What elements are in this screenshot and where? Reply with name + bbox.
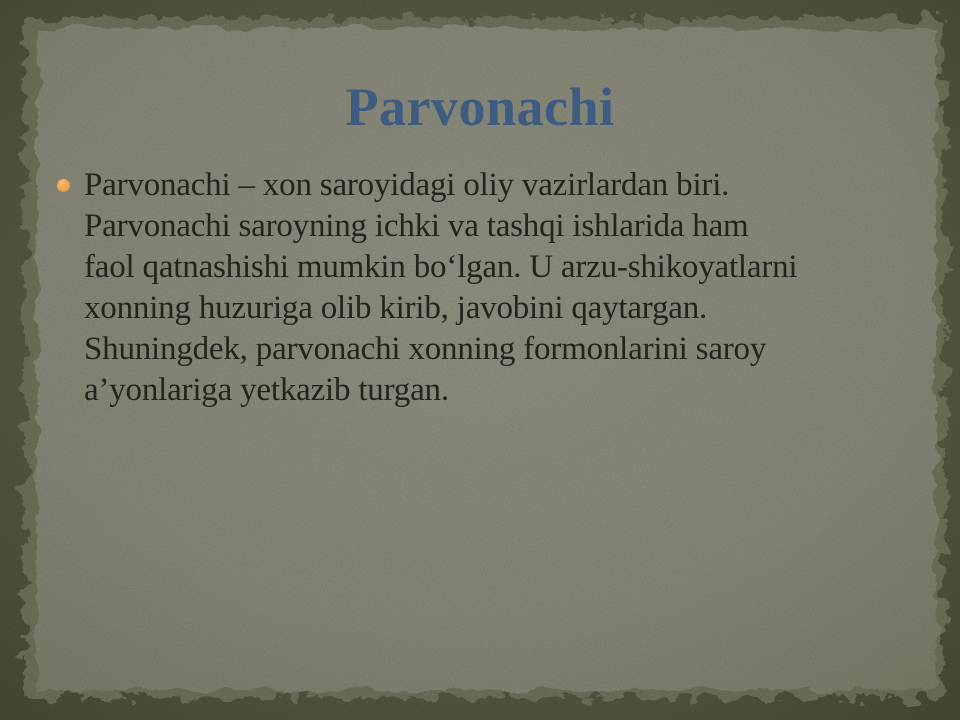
bullet-line: Shuningdek, parvonachi xonning formonlarini saroy (84, 331, 767, 367)
bullet-dot-icon (57, 179, 70, 192)
bullet-line: faol qatnashishi mumkin boʻlgan. U arzu-shikoyatlarni (84, 249, 798, 285)
bullet-item (57, 165, 927, 411)
bullet-line: a’yonlariga yetkazib turgan. (84, 372, 449, 408)
slide-title: Parvonachi (345, 77, 615, 137)
bullet-line: xonning huzuriga olib kirib, javobini qaytargan. (84, 290, 708, 326)
bullet-text (84, 165, 927, 411)
bullet-line: Parvonachi saroyning ichki va tashqi ishlarida ham (84, 208, 749, 244)
bullet-line: Parvonachi – xon saroyidagi oliy vazirlardan biri. (84, 167, 730, 203)
